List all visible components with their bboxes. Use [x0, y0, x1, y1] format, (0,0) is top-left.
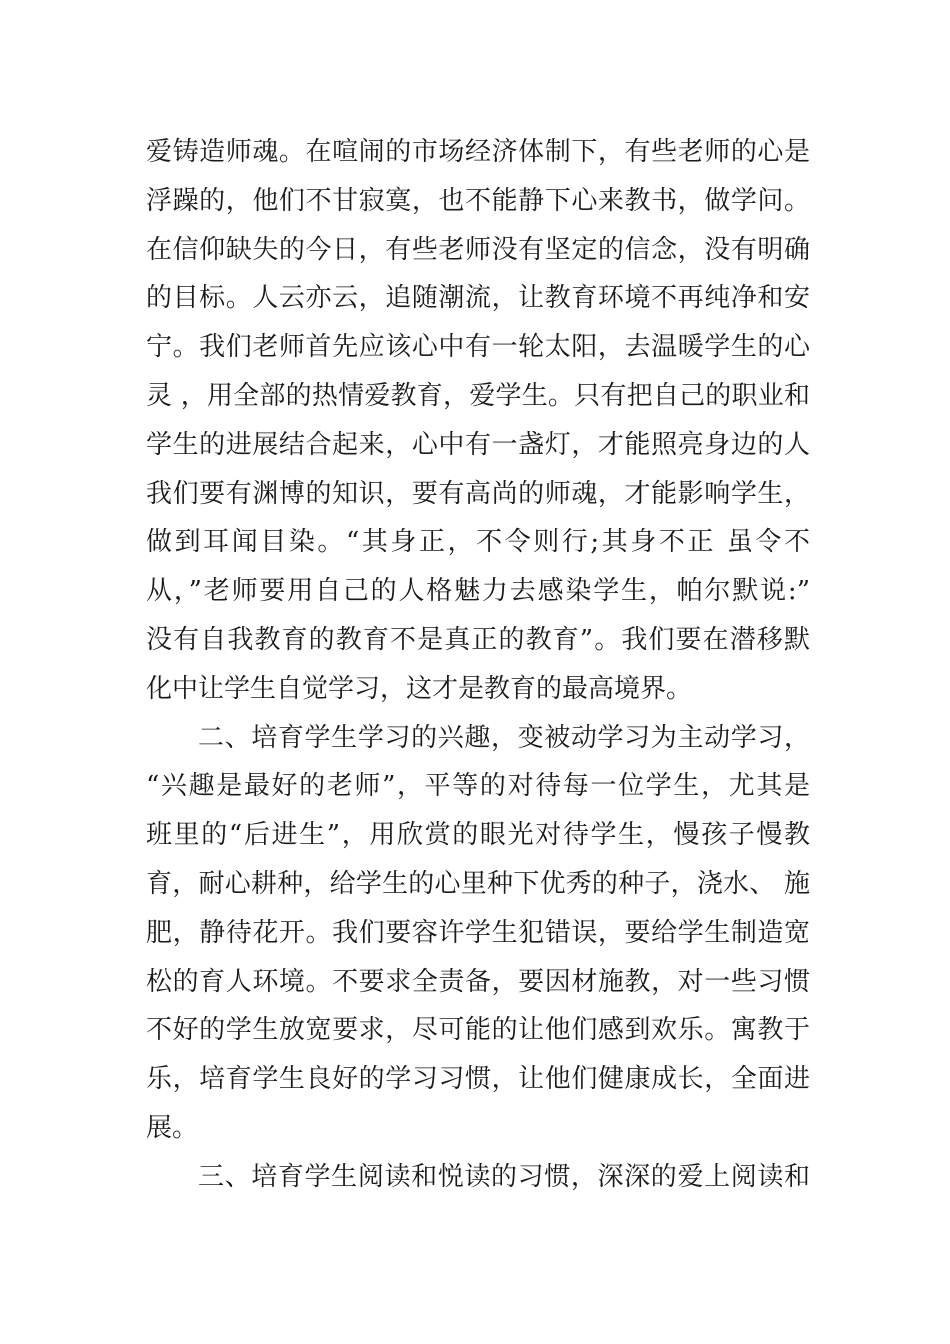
text-line: 肥，静待花开。我们要容许学生犯错误，要给学生制造宽 [146, 917, 810, 948]
text-line: 在信仰缺失的今日，有些老师没有坚定的信念，没有明确 [146, 234, 810, 265]
text-line: 我们要有渊博的知识，要有高尚的师魂，才能影响学生， [146, 478, 810, 509]
text-line: 做到耳闻目染。“其身正，不令则行;其身不正 虽令不 [146, 527, 810, 558]
text-line: 松的育人环境。不要求全责备，要因材施教，对一些习惯 [146, 966, 810, 997]
text-line: “兴趣是最好的老师”，平等的对待每一位学生，尤其是 [146, 771, 810, 802]
text-line: 三、培育学生阅读和悦读的习惯，深深的爱上阅读和 [198, 1161, 810, 1192]
text-line: 没有自我教育的教育不是真正的教育”。我们要在潜移默 [146, 624, 810, 655]
paragraph-2 [146, 714, 810, 1153]
text-line: 宁。我们老师首先应该心中有一轮太阳，去温暖学生的心 [146, 332, 810, 363]
text-line: 乐，培育学生良好的学习习惯，让他们健康成长，全面进 [146, 1064, 810, 1095]
text-line: 学生的进展结合起来，心中有一盏灯，才能照亮身边的人 [146, 429, 810, 460]
text-line: 的目标。人云亦云，追随潮流，让教育环境不再纯净和安 [146, 283, 810, 314]
paragraph-1 [146, 128, 810, 714]
text-line: 灵 ，用全部的热情爱教育，爱学生。只有把自己的职业和 [146, 380, 810, 411]
text-line: 不好的学生放宽要求，尽可能的让他们感到欢乐。寓教于 [146, 1015, 810, 1046]
text-line: 化中让学生自觉学习，这才是教育的最高境界。 [146, 673, 693, 704]
body-text [146, 128, 810, 1202]
text-line: 育，耐心耕种，给学生的心里种下优秀的种子，浇水、 施 [146, 868, 810, 899]
text-line: 浮躁的，他们不甘寂寞，也不能静下心来教书，做学问。 [146, 185, 810, 216]
text-line: 爱铸造师魂。在喧闹的市场经济体制下，有些老师的心是 [146, 137, 810, 167]
text-line: 二、培育学生学习的兴趣，变被动学习为主动学习， [198, 722, 810, 753]
text-line: 从，”老师要用自己的人格魅力去感染学生，帕尔默说:” [146, 576, 810, 607]
paragraph-3 [146, 1153, 810, 1202]
text-line: 班里的“后进生”，用欣赏的眼光对待学生，慢孩子慢教 [146, 820, 810, 851]
text-line: 展。 [146, 1112, 199, 1143]
